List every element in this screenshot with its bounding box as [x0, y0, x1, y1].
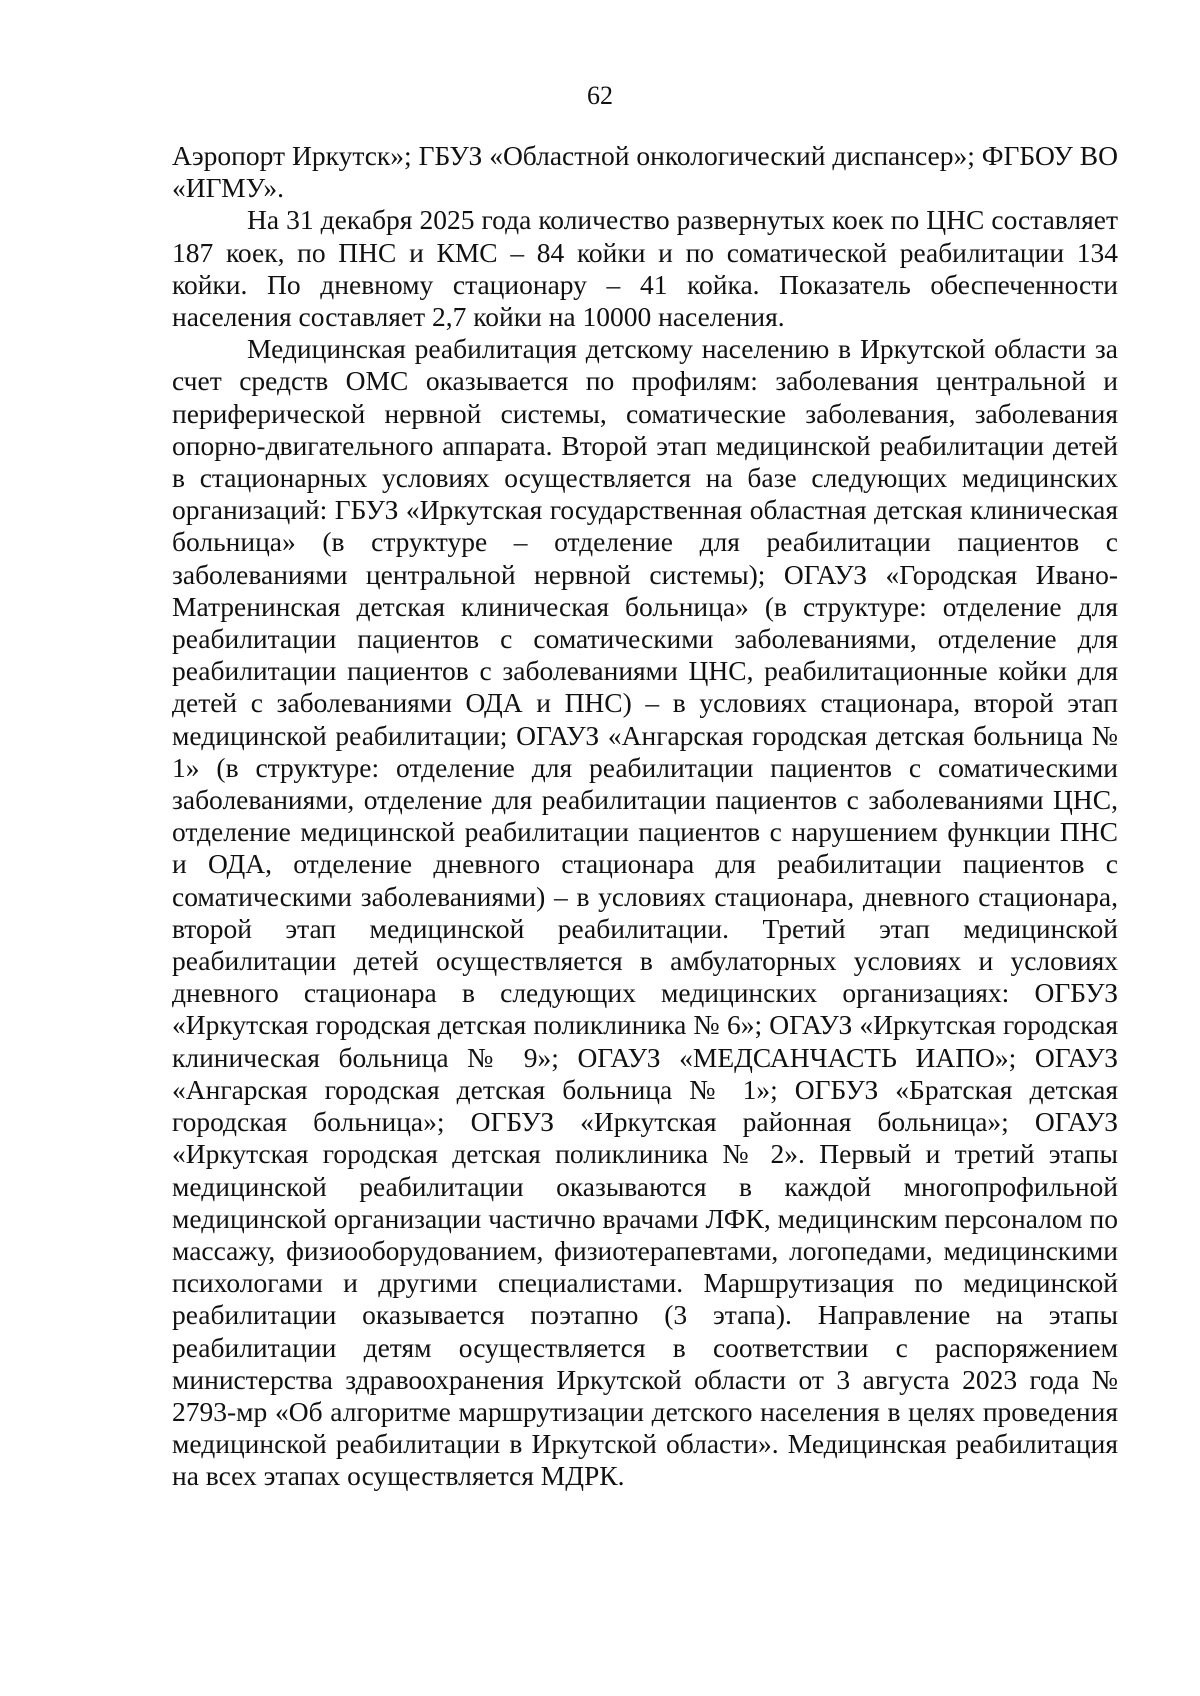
page-number: 62 [587, 81, 613, 110]
document-body [172, 140, 1118, 1493]
paragraph-child-rehabilitation: Медицинская реабилитация детскому населению в Иркутской области за счет средств ОМС оказывается по профилям: заболевания центральной и периферической нервной системы, соматические заболевания, заболевания опорно-двигательного аппарата. Второй этап медицинской реабилитации детей в стационарных условиях осуществляется на базе следующих медицинских организаций: ГБУЗ «Иркутская государственная областная детская клиническая больница» (в структуре – отделение для реабилитации пациентов с заболеваниями центральной нервной системы); ОГАУЗ «Городская Ивано-Матренинская детская клиническая больница» (в структуре: отделение для реабилитации пациентов с соматическими заболеваниями, отделение для реабилитации пациентов с заболеваниями ЦНС, реабилитационные койки для детей с заболеваниями ОДА и ПНС) – в условиях стационара, второй этап медицинской реабилитации; ОГАУЗ «Ангарская городская детская больница № 1» (в структуре: отделение для реабилитации пациентов с соматическими заболеваниями, отделение для реабилитации пациентов с заболеваниями ЦНС, отделение медицинской реабилитации пациентов с нарушением функции ПНС и ОДА, отделение дневного стационара для реабилитации пациентов с соматическими заболеваниями) – в условиях стационара, дневного стационара, второй этап медицинской реабилитации. Третий этап медицинской реабилитации детей осуществляется в амбулаторных условиях и условиях дневного стационара в следующих медицинских организациях: ОГБУЗ «Иркутская городская детская поликлиника № 6»; ОГАУЗ «Иркутская городская клиническая больница № 9»; ОГАУЗ «МЕДСАНЧАСТЬ ИАПО»; ОГАУЗ «Ангарская городская детская больница № 1»; ОГБУЗ «Братская детская городская больница»; ОГБУЗ «Иркутская районная больница»; ОГАУЗ «Иркутская городская детская поликлиника № 2». Первый и третий этапы медицинской реабилитации оказываются в каждой многопрофильной медицинской организации частично врачами ЛФК, медицинским персоналом по массажу, физиооборудованием, физиотерапевтами, логопедами, медицинскими психологами и другими специалистами. Маршрутизация по медицинской реабилитации оказывается поэтапно (3 этапа). Направление на этапы реабилитации детям осуществляется в соответствии с распоряжением министерства здравоохранения Иркутской области от 3 августа 2023 года № 2793-мр «Об алгоритме маршрутизации детского населения в целях проведения медицинской реабилитации в Иркутской области». Медицинская реабилитация на всех этапах осуществляется МДРК. [172, 333, 1118, 1492]
paragraph-bed-capacity: На 31 декабря 2025 года количество развернутых коек по ЦНС составляет 187 коек, по ПНС и КМС – 84 койки и по соматической реабилитации 134 койки. По дневному стационару – 41 койка. Показатель обеспеченности населения составляет 2,7 койки на 10000 населения. [172, 204, 1118, 333]
paragraph-continuation: Аэропорт Иркутск»; ГБУЗ «Областной онкологический диспансер»; ФГБОУ ВО «ИГМУ». [172, 140, 1118, 204]
